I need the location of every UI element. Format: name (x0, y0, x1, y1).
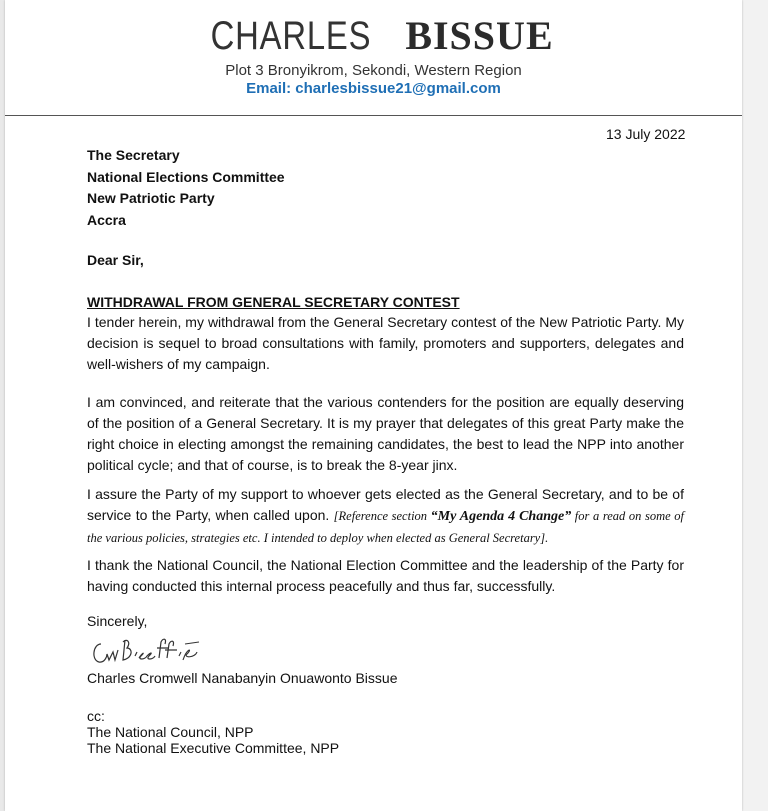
body-paragraph-4: I thank the National Council, the National Election Committee and the leadership of the Party for having conducted this internal process peacefully and thus far, successfully. (87, 557, 684, 594)
cc-recipient: The National Council, NPP (87, 724, 254, 740)
cc-recipient: The National Executive Committee, NPP (87, 740, 340, 756)
signer-name: Charles Cromwell Nanabanyin Onuawonto Bissue (87, 670, 398, 686)
recipient-line: National Elections Committee (87, 168, 285, 185)
subject-heading: WITHDRAWAL FROM GENERAL SECRETARY CONTEST (87, 294, 460, 310)
letter-page (5, 0, 742, 811)
letterhead-divider (5, 115, 742, 116)
reference-close: for a read on some of the various policies, strategies etc. I intended to deploy when elected as General Secretary]. (87, 509, 685, 545)
letterhead (5, 14, 742, 97)
recipient-line: New Patriotic Party (87, 190, 215, 206)
reference-open: [Reference section (333, 509, 431, 523)
salutation: Dear Sir, (87, 252, 144, 268)
body-paragraph-3 (87, 484, 684, 549)
recipient-address (87, 145, 684, 231)
letter-date: 13 July 2022 (606, 126, 686, 142)
reference-title: “My Agenda 4 Change” (430, 509, 572, 524)
cc-label: cc: (87, 708, 105, 724)
handwritten-signature (87, 630, 207, 668)
letterhead-name (5, 14, 742, 58)
body-paragraph-1: I tender herein, my withdrawal from the General Secretary contest of the New Patriotic Party. My decision is sequel to broad consultations with family, promoters and supporters, delegates and well-wishers of my campaign. (87, 314, 684, 372)
recipient-line: Accra (87, 211, 126, 228)
letterhead-email: Email: charlesbissue21@gmail.com (246, 80, 501, 97)
letterhead-address: Plot 3 Bronyikrom, Sekondi, Western Region (225, 62, 522, 79)
paragraph-text: I assure the Party of my support to whoever gets elected as the General Secretary, and to be of service to the Party, when called upon. (87, 486, 684, 523)
body-paragraph-2: I am convinced, and reiterate that the various contenders for the position are equally deserving of the position of a General Secretary. It is my prayer that delegates of this great Party make the right choice in electing amongst the remaining candidates, the best to lead the NPP into another political cycle; and that of course, is to break the 8-year jinx. (87, 394, 684, 473)
recipient-line: The Secretary (87, 147, 180, 163)
cc-list (87, 708, 684, 756)
closing: Sincerely, (87, 613, 148, 629)
letterhead-last-name: BISSUE (405, 13, 554, 58)
letterhead-first-name: CHARLES (210, 14, 372, 58)
viewer-gutter (742, 0, 768, 811)
